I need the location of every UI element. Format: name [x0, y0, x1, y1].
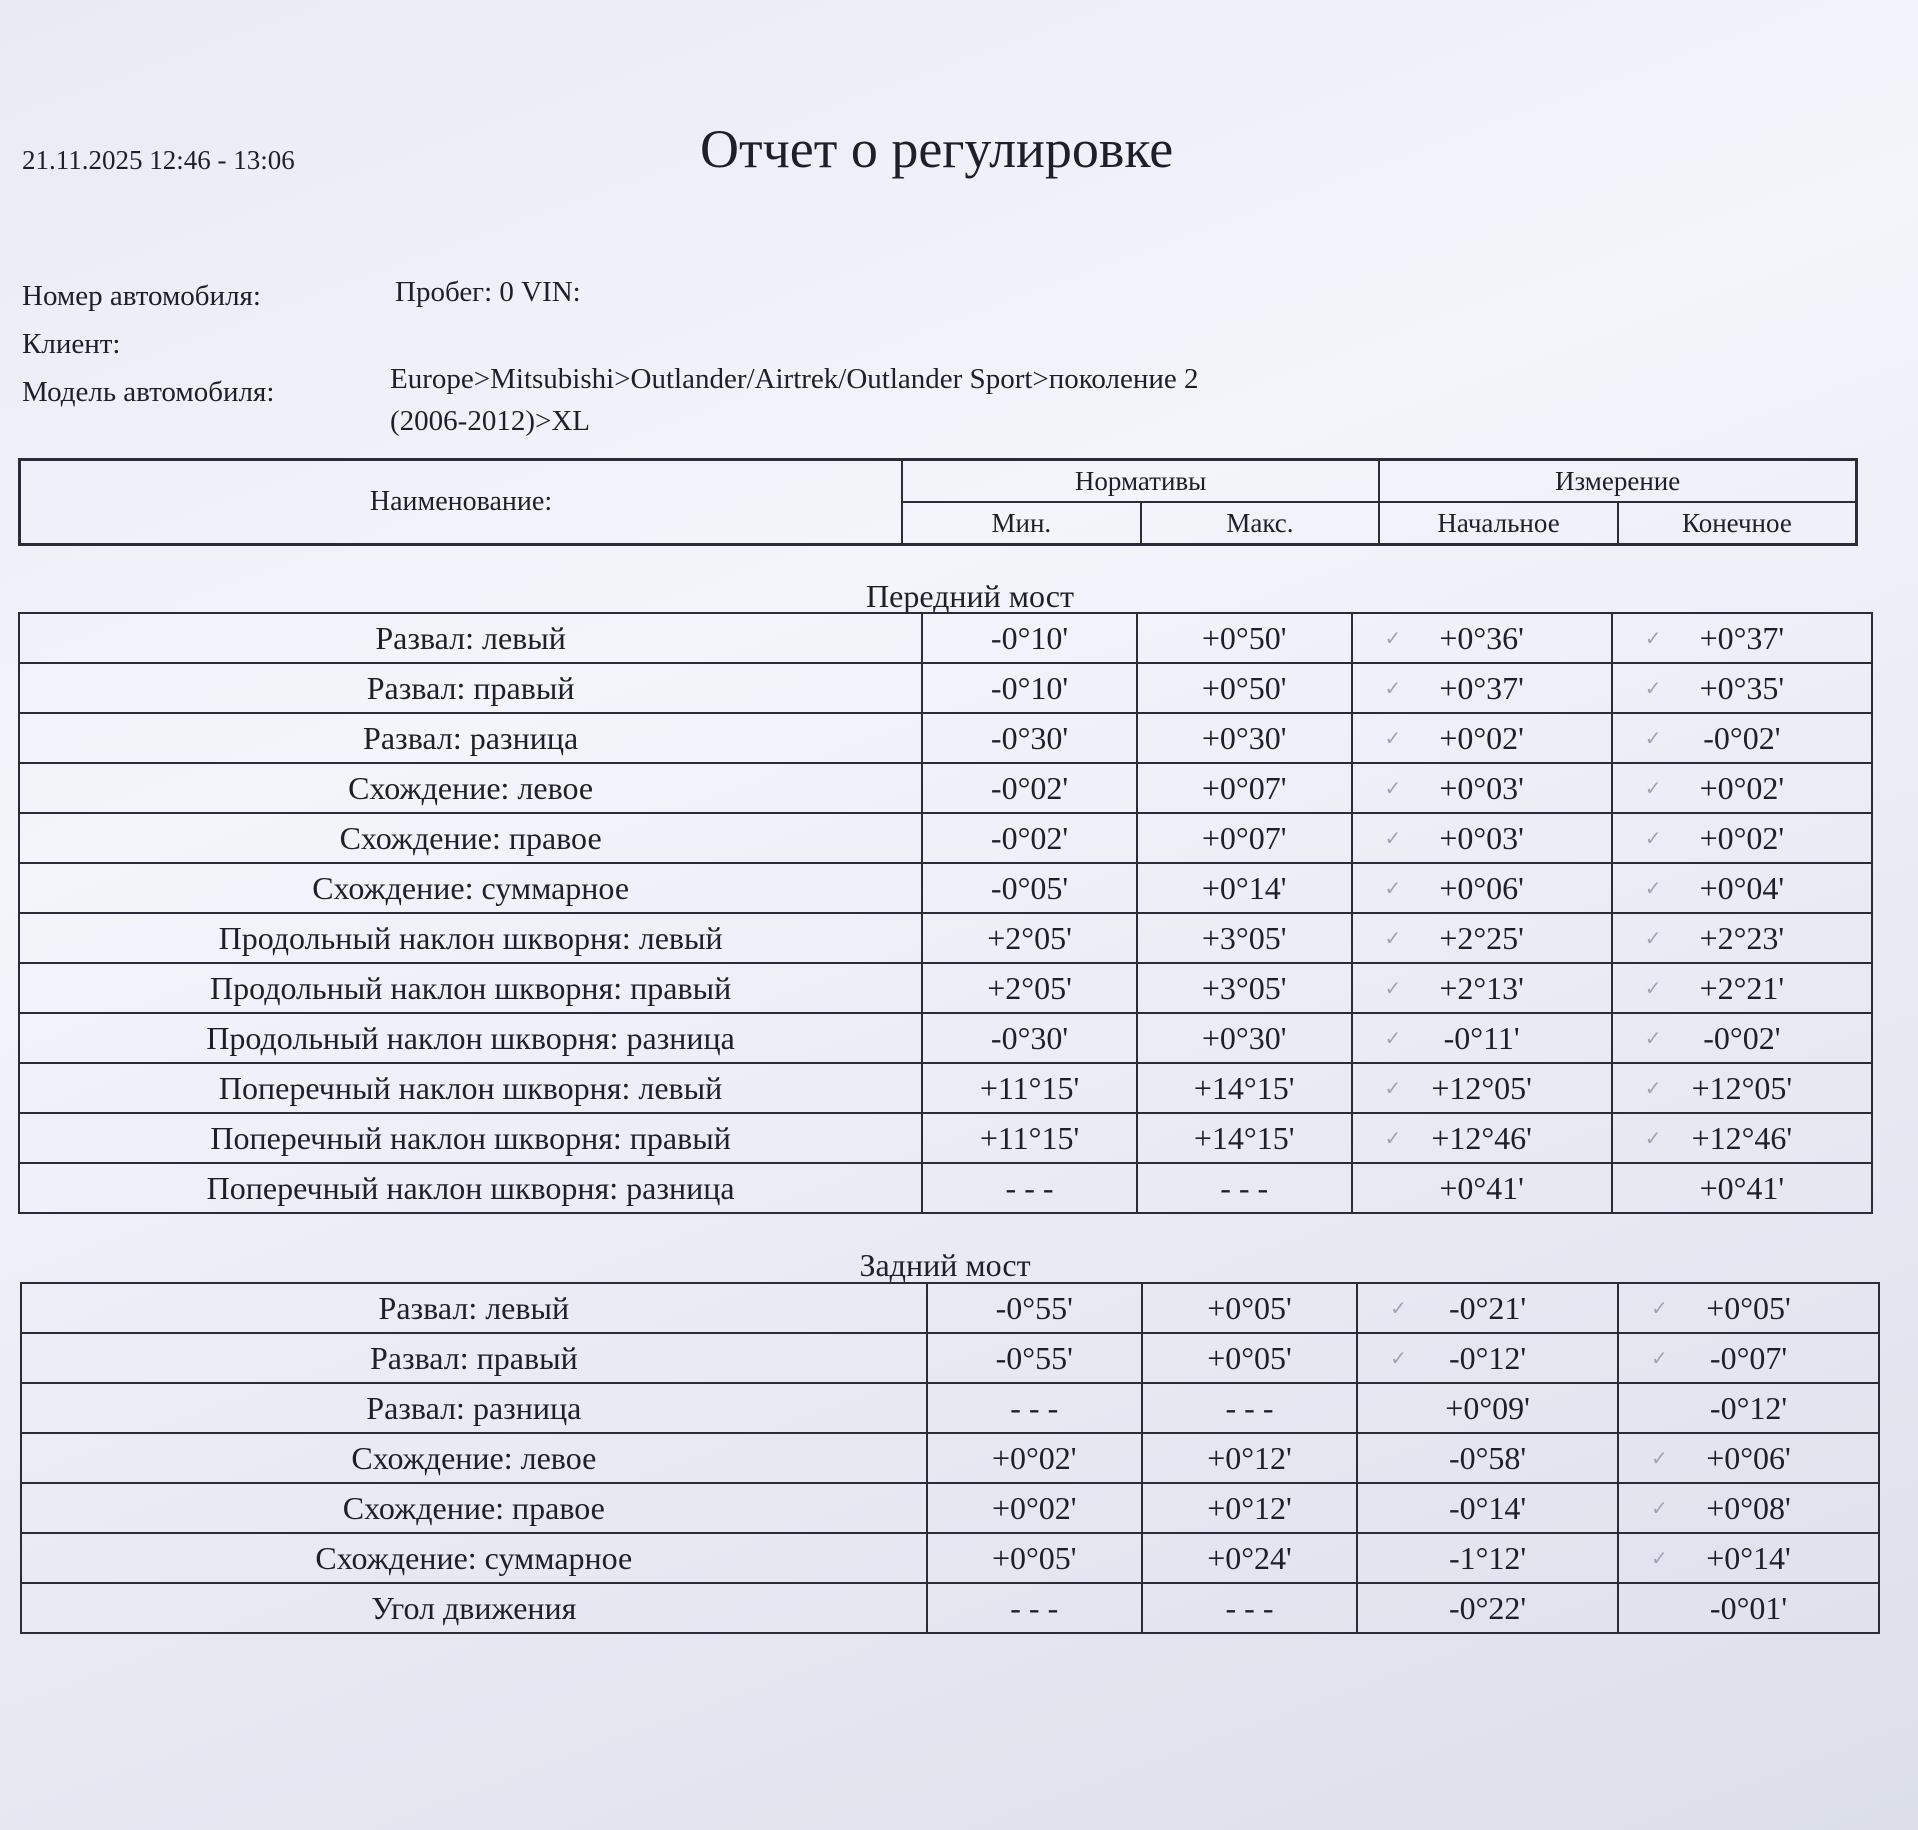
max-value: +3°05' — [1201, 919, 1287, 956]
start-cell — [1352, 613, 1612, 663]
check-icon: ✓ — [1384, 1076, 1402, 1100]
model-value — [390, 358, 1199, 442]
end-cell — [1618, 1433, 1879, 1483]
min-cell — [922, 863, 1137, 913]
check-icon: ✓ — [1651, 1446, 1668, 1470]
table-row — [19, 813, 1872, 863]
rear-axle-table — [20, 1282, 1880, 1634]
param-name-value: Схождение: правое — [339, 819, 602, 856]
table-row — [19, 913, 1872, 963]
max-value: +14°15' — [1193, 1119, 1295, 1156]
model-label: Модель автомобиля: — [22, 376, 275, 408]
check-icon: ✓ — [1384, 976, 1402, 1000]
end-cell — [1612, 963, 1872, 1013]
check-icon: ✓ — [1651, 1496, 1668, 1520]
check-icon: ✓ — [1644, 626, 1662, 650]
end-value: -0°01' — [1709, 1589, 1788, 1626]
end-value: -0°12' — [1709, 1389, 1788, 1426]
param-name-value: Схождение: правое — [342, 1489, 605, 1526]
end-value: +0°06' — [1706, 1439, 1791, 1476]
param-name-cell — [19, 1163, 922, 1213]
param-name-cell — [19, 813, 922, 863]
end-cell — [1612, 1013, 1872, 1063]
param-name-value: Схождение: левое — [348, 769, 594, 806]
end-value: +0°02' — [1699, 769, 1785, 806]
min-cell — [922, 1113, 1137, 1163]
min-value: -0°55' — [995, 1289, 1073, 1326]
start-value: -0°21' — [1448, 1289, 1527, 1326]
start-cell — [1357, 1383, 1618, 1433]
max-cell — [1137, 813, 1352, 863]
max-value: +0°14' — [1201, 869, 1287, 906]
front-axle-table — [18, 612, 1873, 1214]
max-cell — [1137, 613, 1352, 663]
start-value: +0°36' — [1439, 619, 1524, 656]
param-name-cell — [21, 1333, 927, 1383]
max-cell — [1137, 1163, 1352, 1213]
start-value: -0°14' — [1448, 1489, 1527, 1526]
client-label: Клиент: — [22, 328, 121, 360]
check-icon: ✓ — [1384, 1026, 1402, 1050]
max-cell — [1142, 1583, 1357, 1633]
end-cell — [1618, 1283, 1879, 1333]
max-cell — [1137, 863, 1352, 913]
end-value: +2°21' — [1699, 969, 1785, 1006]
max-cell — [1137, 963, 1352, 1013]
min-value: +0°05' — [991, 1539, 1077, 1576]
check-icon: ✓ — [1384, 776, 1402, 800]
start-cell — [1352, 1063, 1612, 1113]
min-value: -0°05' — [990, 869, 1069, 906]
car-number-label: Номер автомобиля: — [22, 280, 261, 312]
min-value: - - - — [1010, 1389, 1059, 1426]
param-name-cell — [21, 1533, 927, 1583]
end-value: +0°05' — [1706, 1289, 1791, 1326]
end-cell — [1612, 1113, 1872, 1163]
max-value: +0°50' — [1201, 619, 1287, 656]
start-cell — [1352, 1013, 1612, 1063]
param-name-value: Развал: левый — [375, 619, 566, 656]
param-name-value: Схождение: суммарное — [315, 1539, 633, 1576]
start-cell — [1357, 1333, 1618, 1383]
min-cell — [922, 1063, 1137, 1113]
header-measurement: Измерение — [1379, 460, 1856, 503]
max-value: +0°05' — [1207, 1289, 1292, 1326]
start-value: +0°03' — [1439, 819, 1524, 856]
start-value: +12°46' — [1431, 1119, 1532, 1156]
check-icon: ✓ — [1384, 876, 1402, 900]
start-cell — [1357, 1483, 1618, 1533]
max-cell — [1142, 1283, 1357, 1333]
param-name-value: Развал: разница — [366, 1389, 582, 1426]
end-value: +0°08' — [1706, 1489, 1791, 1526]
max-value: +3°05' — [1201, 969, 1287, 1006]
param-name-cell — [19, 1113, 922, 1163]
min-cell — [922, 763, 1137, 813]
table-row — [19, 613, 1872, 663]
start-cell — [1357, 1433, 1618, 1483]
min-value: -0°30' — [990, 1019, 1069, 1056]
min-value: +0°02' — [991, 1489, 1077, 1526]
end-cell — [1612, 713, 1872, 763]
min-value: -0°55' — [995, 1339, 1073, 1376]
max-cell — [1142, 1483, 1357, 1533]
table-row — [19, 863, 1872, 913]
start-cell — [1357, 1533, 1618, 1583]
min-value: -0°10' — [990, 619, 1069, 656]
max-cell — [1137, 1113, 1352, 1163]
table-row — [19, 1163, 1872, 1213]
min-value: +11°15' — [979, 1069, 1080, 1106]
param-name-value: Развал: разница — [363, 719, 579, 756]
end-value: +12°05' — [1691, 1069, 1793, 1106]
table-row — [19, 1013, 1872, 1063]
table-row — [19, 663, 1872, 713]
min-cell — [927, 1333, 1142, 1383]
start-cell — [1357, 1583, 1618, 1633]
end-value: +0°35' — [1699, 669, 1785, 706]
min-cell — [922, 813, 1137, 863]
max-value: +0°50' — [1201, 669, 1287, 706]
min-value: +2°05' — [987, 919, 1072, 956]
table-row — [21, 1533, 1879, 1583]
front-axle-title: Передний мост — [866, 578, 1074, 614]
end-cell — [1618, 1583, 1879, 1633]
header-norms: Нормативы — [902, 460, 1379, 503]
rear-axle-title: Задний мост — [859, 1247, 1031, 1283]
max-cell — [1142, 1533, 1357, 1583]
table-row — [19, 713, 1872, 763]
param-name-cell — [21, 1283, 927, 1333]
min-value: -0°02' — [990, 819, 1069, 856]
end-cell — [1612, 1063, 1872, 1113]
table-row — [21, 1433, 1879, 1483]
start-cell — [1352, 963, 1612, 1013]
min-value: -0°30' — [990, 719, 1069, 756]
check-icon: ✓ — [1651, 1546, 1668, 1570]
max-cell — [1142, 1383, 1357, 1433]
max-cell — [1137, 763, 1352, 813]
param-name-value: Угол движения — [371, 1589, 577, 1626]
header-start: Начальное — [1379, 502, 1618, 545]
table-header — [18, 458, 1858, 546]
check-icon: ✓ — [1651, 1346, 1668, 1370]
start-value: -0°58' — [1448, 1439, 1527, 1476]
start-value: +0°03' — [1439, 769, 1524, 806]
start-cell — [1352, 1113, 1612, 1163]
start-cell — [1357, 1283, 1618, 1333]
param-name-value: Схождение: левое — [351, 1439, 597, 1476]
header-max: Макс. — [1141, 502, 1380, 545]
param-name-cell — [19, 963, 922, 1013]
check-icon: ✓ — [1644, 1026, 1662, 1050]
end-value: +0°04' — [1699, 869, 1785, 906]
check-icon: ✓ — [1644, 976, 1662, 1000]
check-icon: ✓ — [1644, 726, 1662, 750]
start-value: +0°09' — [1445, 1389, 1530, 1426]
max-value: - - - — [1220, 1169, 1269, 1206]
min-cell — [922, 1013, 1137, 1063]
start-cell — [1352, 1163, 1612, 1213]
check-icon: ✓ — [1644, 1076, 1662, 1100]
max-value: - - - — [1225, 1389, 1274, 1426]
min-value: +0°02' — [991, 1439, 1077, 1476]
end-value: +0°02' — [1699, 819, 1785, 856]
min-value: +2°05' — [987, 969, 1072, 1006]
check-icon: ✓ — [1384, 926, 1402, 950]
param-name-cell — [19, 1063, 922, 1113]
check-icon: ✓ — [1384, 1126, 1402, 1150]
max-cell — [1137, 663, 1352, 713]
param-name-value: Поперечный наклон шкворня: левый — [218, 1069, 723, 1106]
start-value: +0°02' — [1439, 719, 1524, 756]
table-row — [19, 1063, 1872, 1113]
param-name-value: Поперечный наклон шкворня: разница — [206, 1169, 735, 1206]
min-cell — [927, 1433, 1142, 1483]
max-value: - - - — [1225, 1589, 1274, 1626]
param-name-value: Развал: правый — [366, 669, 575, 706]
check-icon: ✓ — [1384, 826, 1402, 850]
start-value: -0°11' — [1443, 1019, 1520, 1056]
check-icon: ✓ — [1384, 676, 1402, 700]
min-value: -0°02' — [990, 769, 1069, 806]
param-name-value: Развал: правый — [369, 1339, 578, 1376]
start-value: +2°25' — [1439, 919, 1524, 956]
min-cell — [922, 913, 1137, 963]
min-cell — [922, 663, 1137, 713]
start-value: +2°13' — [1439, 969, 1524, 1006]
end-cell — [1612, 613, 1872, 663]
max-value: +0°12' — [1207, 1489, 1292, 1526]
min-cell — [927, 1383, 1142, 1433]
check-icon: ✓ — [1644, 826, 1662, 850]
end-value: +12°46' — [1691, 1119, 1793, 1156]
check-icon: ✓ — [1644, 1126, 1662, 1150]
report-datetime: 21.11.2025 12:46 - 13:06 — [22, 145, 295, 175]
min-value: -0°10' — [990, 669, 1069, 706]
start-value: +12°05' — [1431, 1069, 1532, 1106]
check-icon: ✓ — [1651, 1296, 1668, 1320]
max-cell — [1137, 713, 1352, 763]
max-value: +0°07' — [1201, 819, 1287, 856]
param-name-cell — [21, 1383, 927, 1433]
model-value-line1: Europe>Mitsubishi>Outlander/Airtrek/Outlander Sport>поколение 2 — [390, 363, 1199, 395]
end-value: +0°14' — [1706, 1539, 1791, 1576]
start-value: -0°12' — [1448, 1339, 1527, 1376]
max-value: +0°05' — [1207, 1339, 1292, 1376]
param-name-cell — [19, 913, 922, 963]
end-cell — [1612, 1163, 1872, 1213]
param-name-value: Продольный наклон шкворня: разница — [206, 1019, 735, 1056]
param-name-cell — [19, 613, 922, 663]
min-cell — [927, 1533, 1142, 1583]
mileage-vin-label: Пробег: 0 VIN: — [395, 276, 581, 308]
end-cell — [1612, 913, 1872, 963]
param-name-cell — [21, 1483, 927, 1533]
param-name-value: Продольный наклон шкворня: правый — [210, 969, 732, 1006]
min-cell — [927, 1483, 1142, 1533]
end-cell — [1618, 1483, 1879, 1533]
end-cell — [1618, 1333, 1879, 1383]
check-icon: ✓ — [1390, 1296, 1407, 1320]
max-cell — [1142, 1333, 1357, 1383]
end-value: -0°07' — [1709, 1339, 1788, 1376]
start-value: -0°22' — [1448, 1589, 1527, 1626]
param-name-cell — [21, 1583, 927, 1633]
param-name-cell — [19, 1013, 922, 1063]
end-cell — [1618, 1383, 1879, 1433]
start-value: -1°12' — [1448, 1539, 1527, 1576]
max-cell — [1142, 1433, 1357, 1483]
min-cell — [922, 1163, 1137, 1213]
table-row — [21, 1483, 1879, 1533]
end-value: +2°23' — [1699, 919, 1785, 956]
max-value: +0°30' — [1201, 1019, 1287, 1056]
param-name-cell — [19, 663, 922, 713]
max-cell — [1137, 913, 1352, 963]
min-value: +11°15' — [979, 1119, 1080, 1156]
check-icon: ✓ — [1644, 676, 1662, 700]
start-cell — [1352, 813, 1612, 863]
end-value: -0°02' — [1703, 1019, 1781, 1056]
param-name-cell — [19, 713, 922, 763]
max-value: +0°07' — [1201, 769, 1287, 806]
min-value: - - - — [1010, 1589, 1059, 1626]
max-value: +0°24' — [1207, 1539, 1292, 1576]
page-title: Отчет о регулировке — [700, 119, 1174, 179]
start-value: +0°41' — [1439, 1169, 1524, 1206]
table-row — [19, 1113, 1872, 1163]
max-value: +0°30' — [1201, 719, 1287, 756]
table-row — [21, 1283, 1879, 1333]
start-cell — [1352, 763, 1612, 813]
param-name-cell — [21, 1433, 927, 1483]
end-cell — [1612, 663, 1872, 713]
end-value: +0°37' — [1699, 619, 1785, 656]
start-cell — [1352, 663, 1612, 713]
start-value: +0°06' — [1439, 869, 1524, 906]
min-cell — [927, 1583, 1142, 1633]
min-value: - - - — [1005, 1169, 1054, 1206]
end-value: -0°02' — [1703, 719, 1781, 756]
param-name-cell — [19, 863, 922, 913]
end-value: +0°41' — [1699, 1169, 1785, 1206]
max-value: +14°15' — [1193, 1069, 1295, 1106]
model-value-line2: (2006-2012)>XL — [390, 405, 590, 437]
max-cell — [1137, 1063, 1352, 1113]
header-min: Мин. — [902, 502, 1141, 545]
start-cell — [1352, 713, 1612, 763]
table-row — [21, 1383, 1879, 1433]
param-name-value: Продольный наклон шкворня: левый — [218, 919, 723, 956]
param-name-cell — [19, 763, 922, 813]
table-row — [21, 1333, 1879, 1383]
check-icon: ✓ — [1384, 726, 1402, 750]
start-cell — [1352, 913, 1612, 963]
min-cell — [922, 613, 1137, 663]
end-cell — [1618, 1533, 1879, 1583]
check-icon: ✓ — [1644, 876, 1662, 900]
min-cell — [922, 713, 1137, 763]
max-value: +0°12' — [1207, 1439, 1292, 1476]
table-row — [21, 1583, 1879, 1633]
table-row — [19, 763, 1872, 813]
end-cell — [1612, 763, 1872, 813]
min-cell — [927, 1283, 1142, 1333]
start-cell — [1352, 863, 1612, 913]
end-cell — [1612, 813, 1872, 863]
param-name-value: Схождение: суммарное — [312, 869, 630, 906]
min-cell — [922, 963, 1137, 1013]
param-name-value: Развал: левый — [378, 1289, 570, 1326]
max-cell — [1137, 1013, 1352, 1063]
header-end: Конечное — [1618, 502, 1857, 545]
end-cell — [1612, 863, 1872, 913]
check-icon: ✓ — [1644, 926, 1662, 950]
check-icon: ✓ — [1384, 626, 1402, 650]
param-name-value: Поперечный наклон шкворня: правый — [210, 1119, 731, 1156]
table-row — [19, 963, 1872, 1013]
check-icon: ✓ — [1644, 776, 1662, 800]
header-name: Наименование: — [20, 460, 903, 545]
check-icon: ✓ — [1390, 1346, 1407, 1370]
start-value: +0°37' — [1439, 669, 1524, 706]
